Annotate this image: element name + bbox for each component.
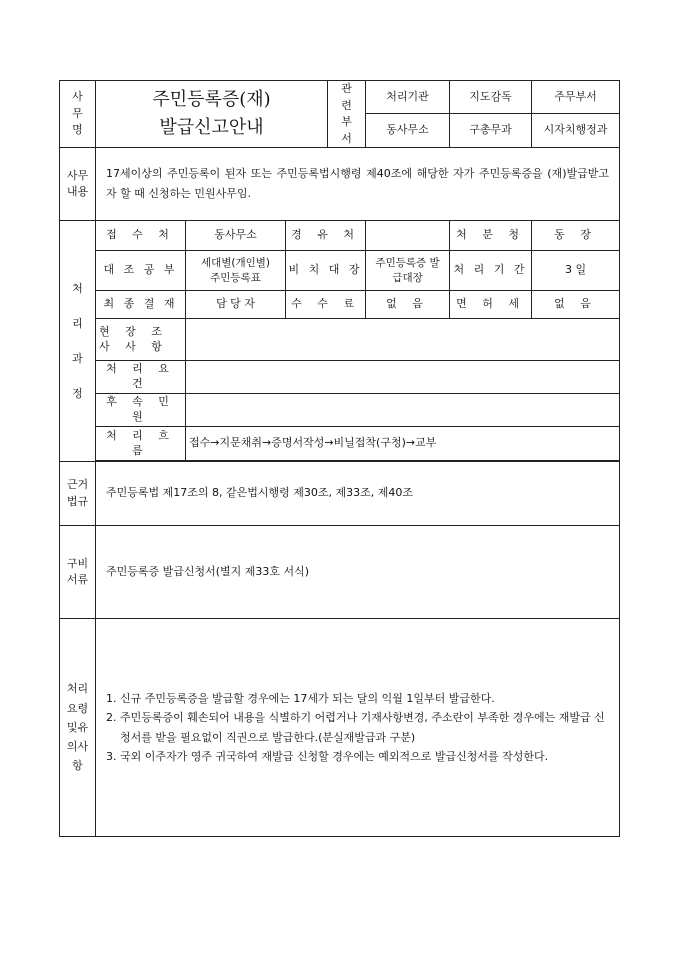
- requirements-value: [186, 361, 620, 394]
- proc-r2-c4: 주민등록증 발급대장: [366, 251, 450, 291]
- proc-r3-c4: 없 음: [366, 291, 450, 319]
- proc-r3-c6: 없 음: [532, 291, 620, 319]
- site-survey-label: 현 장 조 사 사 항: [96, 319, 186, 361]
- law-text: 주민등록법 제17조의 8, 같은법시행령 제30조, 제33조, 제40조: [96, 462, 620, 526]
- proc-r1-c1: 접 수 처: [96, 221, 186, 251]
- proc-r3-c2: 담 당 자: [186, 291, 286, 319]
- form-title: [96, 81, 328, 148]
- process-flow-label: 처 리 흐 름: [96, 427, 186, 461]
- note-item-2: 2. 주민등록증이 훼손되어 내용을 식별하기 어렵거나 기재사항변경, 주소란이 부족한 경우에는 재발급 신청서를 받을 필요없이 직권으로 발급한다.(분실재발급과 구분): [106, 711, 605, 744]
- note-item-1: 1. 신규 주민등록증을 발급할 경우에는 17세가 되는 달의 익월 1일부터 발급한다.: [106, 692, 495, 705]
- proc-r2-c1: 대 조 공 부: [96, 251, 186, 291]
- proc-r1-c3: 경 유 처: [286, 221, 366, 251]
- process-flow-value: 접수→지문채취→증명서작성→비닐접착(구청)→교부: [186, 427, 620, 461]
- note-item-3: 3. 국외 이주자가 영주 귀국하여 재발급 신청할 경우에는 예외적으로 발급신청서를 작성한다.: [106, 749, 549, 763]
- proc-r1-c4: [366, 221, 450, 251]
- val-main-dept: 시자치행정과: [532, 113, 620, 147]
- notes-list: [96, 619, 620, 837]
- proc-r2-c3: 비 치 대 장: [286, 251, 366, 291]
- col-processing-org: 처리기관: [366, 81, 450, 114]
- proc-r1-c5: 처 분 청: [450, 221, 532, 251]
- col-main-dept: 주무부서: [532, 81, 620, 114]
- proc-r2-c2: 세대별(개인별) 주민등록표: [186, 251, 286, 291]
- section-label-docs: 구비서류: [60, 526, 96, 619]
- proc-r2-c6: 3 일: [532, 251, 620, 291]
- site-survey-value: [186, 319, 620, 361]
- process-label-text: 처리과정: [72, 281, 83, 401]
- civil-service-form: [59, 80, 619, 837]
- col-supervision: 지도감독: [450, 81, 532, 114]
- val-processing-org: 동사무소: [366, 113, 450, 147]
- section-label-law: 근거법규: [60, 462, 96, 526]
- section-label-content: 사무내용: [60, 148, 96, 221]
- title-line-2: 발급신고안내: [159, 117, 264, 138]
- val-supervision: 구총무과: [450, 113, 532, 147]
- proc-r1-c2: 동사무소: [186, 221, 286, 251]
- form-table: [59, 80, 620, 837]
- follow-up-value: [186, 394, 620, 427]
- title-line-1: 주민등록증(재): [152, 89, 271, 111]
- proc-r3-c3: 수 수 료: [286, 291, 366, 319]
- notes-label-text: 처리요령및유의사항: [66, 682, 89, 773]
- requirements-label: 처 리 요 건: [96, 361, 186, 394]
- section-label-notes: [60, 619, 96, 837]
- section-label-process: [60, 221, 96, 462]
- docs-text: 주민등록증 발급신청서(별지 제33호 서식): [96, 526, 620, 619]
- follow-up-label: 후 속 민 원: [96, 394, 186, 427]
- proc-r3-c5: 면 허 세: [450, 291, 532, 319]
- proc-r1-c6: 동 장: [532, 221, 620, 251]
- content-text: 17세이상의 주민등록이 된자 또는 주민등록법시행령 제40조에 해당한 자가 주민등록증을 (재)발급받고자 할 때 신청하는 민원사무임.: [96, 148, 620, 221]
- proc-r3-c1: 최 종 결 재: [96, 291, 186, 319]
- related-dept-label: 관련부서: [328, 81, 366, 148]
- proc-r2-c5: 처 리 기 간: [450, 251, 532, 291]
- section-label-name: 사무명: [60, 81, 96, 148]
